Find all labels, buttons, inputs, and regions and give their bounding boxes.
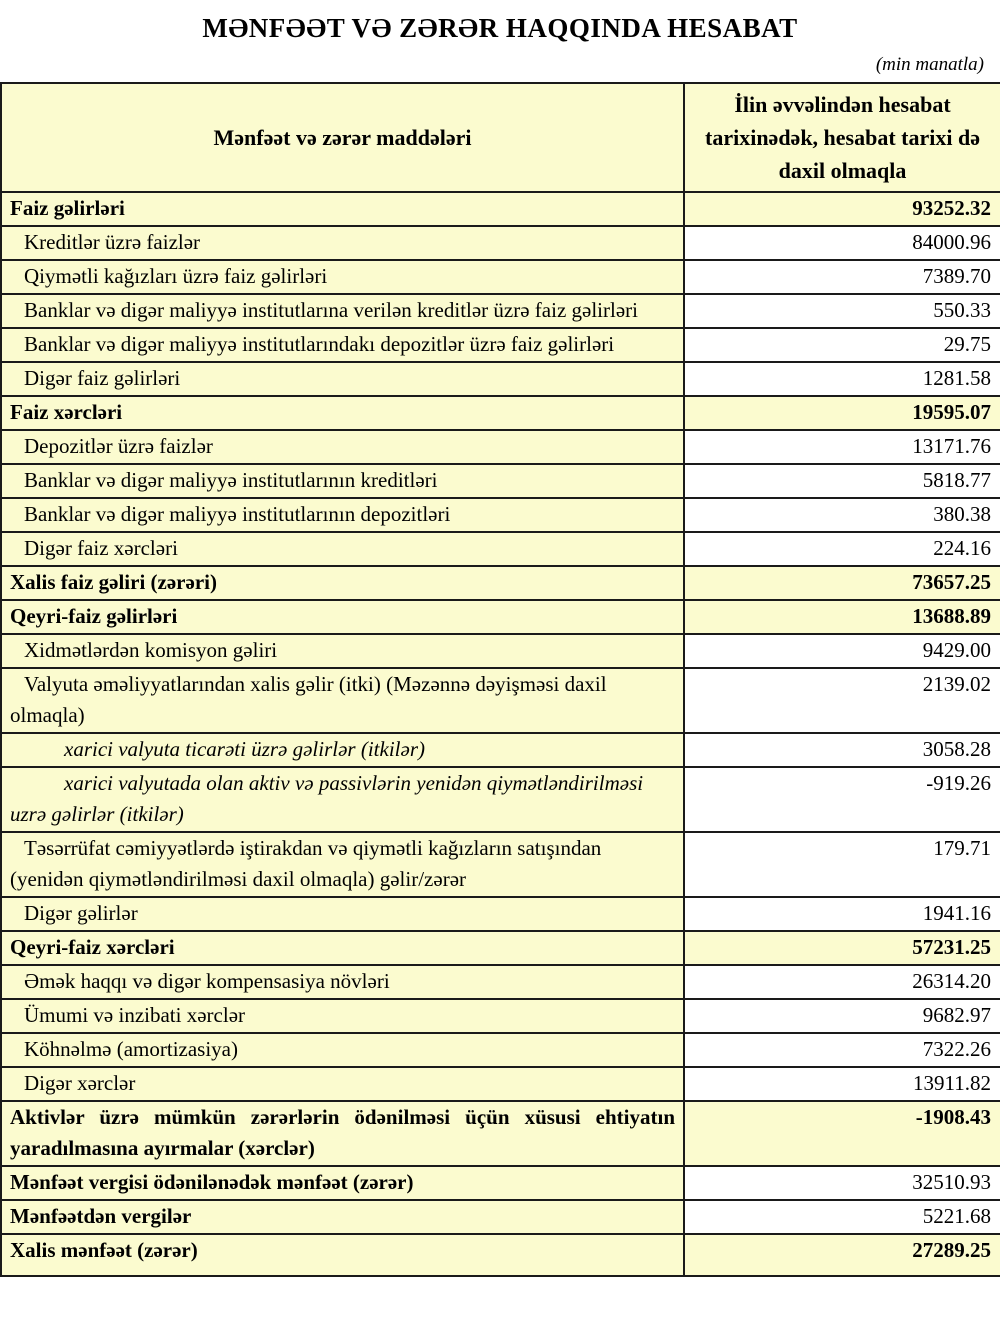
- row-label: Digər gəlirlər: [1, 897, 684, 931]
- row-value: 27289.25: [684, 1234, 1000, 1276]
- table-row: [1, 226, 1000, 260]
- row-label: Qeyri-faiz gəlirləri: [1, 600, 684, 634]
- row-label: Faiz gəlirləri: [1, 192, 684, 226]
- table-row: [1, 192, 1000, 226]
- row-label: Mənfəət vergisi ödənilənədək mənfəət (zərər): [1, 1166, 684, 1200]
- row-label: Digər faiz gəlirləri: [1, 362, 684, 396]
- row-label: Banklar və digər maliyyə institutlarındakı depozitlər üzrə faiz gəlirləri: [1, 328, 684, 362]
- table-row: [1, 260, 1000, 294]
- row-label: Digər faiz xərcləri: [1, 532, 684, 566]
- row-value: 5221.68: [684, 1200, 1000, 1234]
- row-label: Depozitlər üzrə faizlər: [1, 430, 684, 464]
- table-row: [1, 1101, 1000, 1166]
- row-value: 1941.16: [684, 897, 1000, 931]
- row-value: 73657.25: [684, 566, 1000, 600]
- header-value-column: İlin əvvəlindən hesabat tarixinədək, hesabat tarixi də daxil olmaqla: [684, 83, 1000, 192]
- row-label: Kreditlər üzrə faizlər: [1, 226, 684, 260]
- row-label: xarici valyutada olan aktiv və passivlərin yenidən qiymətləndirilməsi uzrə gəlirlər (itkilər): [1, 767, 684, 832]
- row-label: Xidmətlərdən komisyon gəliri: [1, 634, 684, 668]
- row-value: 3058.28: [684, 733, 1000, 767]
- table-row: [1, 1166, 1000, 1200]
- table-row: [1, 832, 1000, 897]
- row-value: 9429.00: [684, 634, 1000, 668]
- table-row: [1, 430, 1000, 464]
- row-label: Valyuta əməliyyatlarından xalis gəlir (itki) (Məzənnə dəyişməsi daxil olmaqla): [1, 668, 684, 733]
- row-value: 93252.32: [684, 192, 1000, 226]
- row-value: 2139.02: [684, 668, 1000, 733]
- row-label: Digər xərclər: [1, 1067, 684, 1101]
- row-label: Qeyri-faiz xərcləri: [1, 931, 684, 965]
- row-label: Qiymətli kağızları üzrə faiz gəlirləri: [1, 260, 684, 294]
- row-value: 57231.25: [684, 931, 1000, 965]
- table-row: [1, 532, 1000, 566]
- row-value: 9682.97: [684, 999, 1000, 1033]
- report-table-body: [1, 192, 1000, 1276]
- table-row: [1, 1200, 1000, 1234]
- table-row: [1, 498, 1000, 532]
- row-value: 19595.07: [684, 396, 1000, 430]
- row-label: Ümumi və inzibati xərclər: [1, 999, 684, 1033]
- table-row: [1, 668, 1000, 733]
- row-label: Aktivlər üzrə mümkün zərərlərin ödənilməsi üçün xüsusi ehtiyatın yaradılmasına ayırmalar (xərclər): [1, 1101, 684, 1166]
- table-row: [1, 362, 1000, 396]
- row-label: Banklar və digər maliyyə institutlarının kreditləri: [1, 464, 684, 498]
- header-items-column: Mənfəət və zərər maddələri: [1, 83, 684, 192]
- row-label: Xalis faiz gəliri (zərəri): [1, 566, 684, 600]
- table-row: [1, 733, 1000, 767]
- row-label: Təsərrüfat cəmiyyətlərdə iştirakdan və qiymətli kağızların satışından (yenidən qiymətləndirilməsi daxil olmaqla) gəlir/zərər: [1, 832, 684, 897]
- row-value: -1908.43: [684, 1101, 1000, 1166]
- row-value: -919.26: [684, 767, 1000, 832]
- row-label: Faiz xərcləri: [1, 396, 684, 430]
- table-row: [1, 634, 1000, 668]
- report-title: MƏNFƏƏT VƏ ZƏRƏR HAQQINDA HESABAT: [202, 13, 798, 43]
- row-value: 32510.93: [684, 1166, 1000, 1200]
- row-value: 13171.76: [684, 430, 1000, 464]
- row-value: 179.71: [684, 832, 1000, 897]
- profit-loss-table: [0, 82, 1000, 1277]
- unit-note: (min manatla): [875, 54, 984, 75]
- table-row: [1, 897, 1000, 931]
- table-row: [1, 328, 1000, 362]
- row-value: 7389.70: [684, 260, 1000, 294]
- table-row: [1, 566, 1000, 600]
- table-row: [1, 396, 1000, 430]
- row-value: 29.75: [684, 328, 1000, 362]
- table-row: [1, 1033, 1000, 1067]
- row-label: Əmək haqqı və digər kompensasiya növləri: [1, 965, 684, 999]
- row-value: 224.16: [684, 532, 1000, 566]
- row-value: 26314.20: [684, 965, 1000, 999]
- table-row: [1, 464, 1000, 498]
- row-label: xarici valyuta ticarəti üzrə gəlirlər (itkilər): [1, 733, 684, 767]
- row-value: 380.38: [684, 498, 1000, 532]
- table-row: [1, 294, 1000, 328]
- table-row: [1, 1067, 1000, 1101]
- row-value: 7322.26: [684, 1033, 1000, 1067]
- row-value: 550.33: [684, 294, 1000, 328]
- row-label: Banklar və digər maliyyə institutlarına verilən kreditlər üzrə faiz gəlirləri: [1, 294, 684, 328]
- row-value: 13688.89: [684, 600, 1000, 634]
- table-row: [1, 999, 1000, 1033]
- row-label: Banklar və digər maliyyə institutlarının depozitləri: [1, 498, 684, 532]
- table-row: [1, 931, 1000, 965]
- row-value: 84000.96: [684, 226, 1000, 260]
- table-row: [1, 1234, 1000, 1276]
- header-row: [1, 83, 1000, 192]
- row-label: Köhnəlmə (amortizasiya): [1, 1033, 684, 1067]
- table-row: [1, 767, 1000, 832]
- row-value: 13911.82: [684, 1067, 1000, 1101]
- row-value: 5818.77: [684, 464, 1000, 498]
- row-value: 1281.58: [684, 362, 1000, 396]
- table-row: [1, 600, 1000, 634]
- row-label: Mənfəətdən vergilər: [1, 1200, 684, 1234]
- table-row: [1, 965, 1000, 999]
- row-label: Xalis mənfəət (zərər): [1, 1234, 684, 1276]
- table-header: [1, 83, 1000, 192]
